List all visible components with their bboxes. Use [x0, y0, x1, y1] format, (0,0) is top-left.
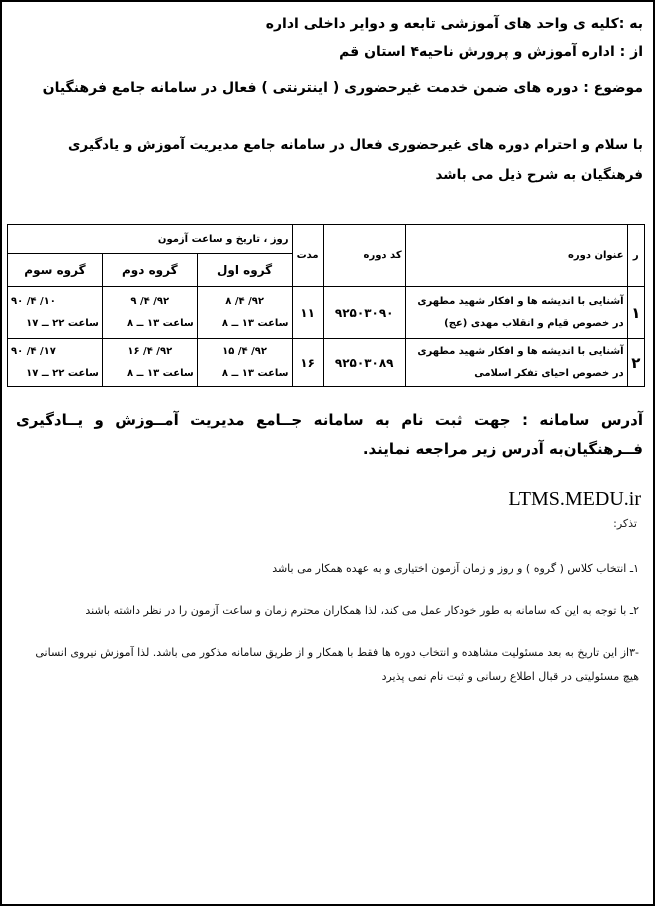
group-1-schedule: [197, 287, 292, 339]
header-row-number: ر: [627, 225, 644, 287]
note-item-1: ۱ـ انتخاب کلاس ( گروه ) و روز و زمان آزمون اختیاری و به عهده همکار می باشد: [272, 562, 639, 575]
group-3-schedule: [8, 339, 103, 387]
notes-label: تذکر:: [613, 517, 637, 530]
exam-date: ۱۷/ ۴/ ۹۰: [11, 345, 56, 357]
header-course-code: کد دوره: [323, 225, 405, 287]
course-duration: ۱۱: [292, 287, 323, 339]
exam-time: ساعت ۱۳ ــ ۸: [221, 367, 289, 379]
course-title: [405, 287, 627, 339]
course-code: ۹۲۵۰۳۰۹۰: [323, 287, 405, 339]
note-item-2: ۲ـ با توجه به این که سامانه به طور خودکار عمل می کند، لذا همکاران محترم زمان و ساعت آزمون را در نظر داشته باشند: [85, 604, 639, 617]
course-title-line2: در خصوص احیای تفکر اسلامی: [474, 367, 624, 379]
table-row: [8, 339, 645, 387]
row-number: ۲: [627, 339, 644, 387]
course-title: [405, 339, 627, 387]
group-1-schedule: [197, 339, 292, 387]
header-course-title: عنوان دوره: [405, 225, 627, 287]
table-row: [8, 287, 645, 339]
header-exam-schedule: روز ، تاریخ و ساعت آزمون: [8, 225, 293, 254]
exam-time: ساعت ۱۳ ــ ۸: [127, 317, 194, 329]
course-code: ۹۲۵۰۳۰۸۹: [323, 339, 405, 387]
exam-date: ۱۰/ ۴/ ۹۰: [11, 295, 56, 307]
course-title-line2: در خصوص قیام و انقلاب مهدی (عج): [444, 317, 624, 329]
header-group-2: گروه دوم: [102, 254, 197, 287]
sender-line: از : اداره آموزش و پرورش ناحیه۴ استان قم: [339, 44, 643, 60]
group-3-schedule: [8, 287, 103, 339]
course-duration: ۱۶: [292, 339, 323, 387]
course-title-line1: آشنایی با اندیشه ها و افکار شهید مطهری: [417, 295, 624, 307]
intro-paragraph: با سلام و احترام دوره های غیرحضوری فعال در سامانه جامع مدیریت آموزش و یادگیری فرهنگیان به شرح ذیل می باشد: [68, 137, 643, 183]
exam-time: ساعت ۱۳ ــ ۸: [221, 317, 289, 329]
exam-date: ۹۲/ ۴/ ۱۵: [222, 345, 267, 357]
exam-time: ساعت ۲۲ ــ ۱۷: [26, 367, 99, 379]
subject-line: موضوع : دوره های ضمن خدمت غیرحضوری ( اینترنتی ) فعال در سامانه جامع فرهنگیان: [42, 80, 643, 96]
exam-date: ۹۲/ ۴/ ۹: [130, 295, 170, 307]
system-address-paragraph: آدرس سامانه : جهت ثبت نام به سامانه جــامع مدیریت آمــوزش و یــادگیری فــرهنگیان‌به آدرس زیر مراجعه نمایند.: [16, 411, 643, 458]
exam-time: ساعت ۲۲ ــ ۱۷: [26, 317, 99, 329]
header-group-1: گروه اول: [197, 254, 292, 287]
header-duration: مدت: [292, 225, 323, 287]
group-2-schedule: [102, 339, 197, 387]
exam-time: ساعت ۱۳ ــ ۸: [127, 367, 194, 379]
courses-table: [7, 224, 645, 387]
note-item-3: -۳از این تاریخ به بعد مسئولیت مشاهده و انتخاب دوره ها فقط با همکار و از طریق سامانه مذکور می باشد. لذا آموزش نیروی انسانی هیچ مسئولیتی در قبال اطلاع رسانی و ثبت نام نمی پذیرد: [35, 646, 639, 683]
exam-date: ۹۲/ ۴/ ۸: [225, 295, 264, 307]
course-title-line1: آشنایی با اندیشه ها و افکار شهید مطهری: [417, 345, 624, 357]
row-number: ۱: [627, 287, 644, 339]
system-url-link[interactable]: LTMS.MEDU.ir: [508, 488, 641, 510]
recipient-line: به :کلیه ی واحد های آموزشی تابعه و دوایر داخلی اداره: [265, 16, 643, 32]
exam-date: ۹۲/ ۴/ ۱۶: [127, 345, 173, 357]
header-group-3: گروه سوم: [8, 254, 103, 287]
group-2-schedule: [102, 287, 197, 339]
